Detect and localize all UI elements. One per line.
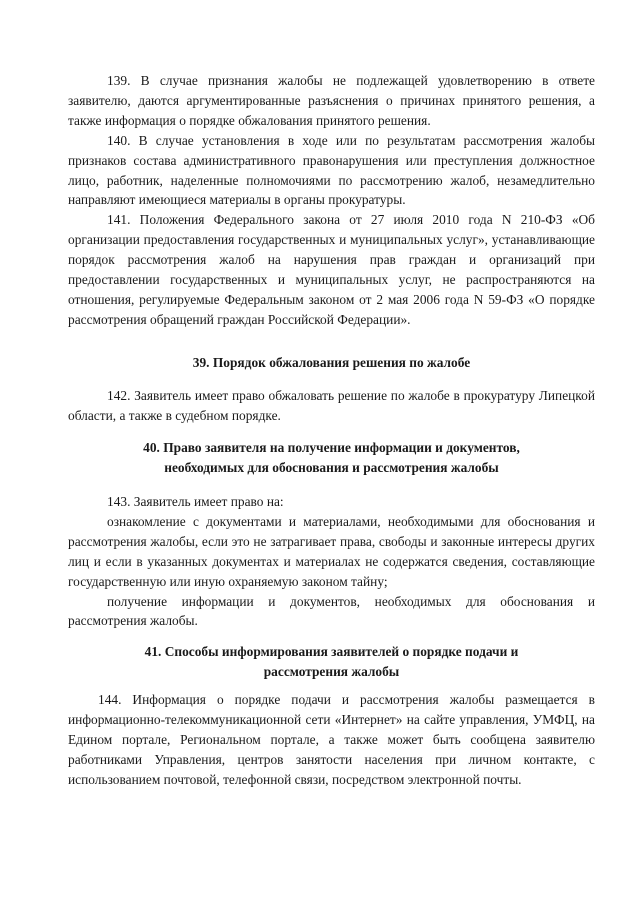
section-41-heading-line-1: 41. Способы информирования заявителей о порядке подачи и [144, 644, 519, 659]
list-item-familiarization: ознакомление с документами и материалами, необходимыми для обоснования и рассмотрения жалобы, если это не затрагивает права, свободы и законные интересы других лиц и если в указанных документах и материалах не содержатся сведения, составляющие государственную или иную охраняемую законом тайну; [68, 513, 595, 589]
section-40-heading [68, 438, 595, 478]
paragraph-139: 139. В случае признания жалобы не подлежащей удовлетворению в ответе заявителю, даются аргументированные разъяснения о причинах принятого решения, а также информация о порядке обжалования принятого решения. [68, 73, 595, 128]
paragraph-141: 141. Положения Федерального закона от 27 июля 2010 года N 210-ФЗ «Об организации предоставления государственных и муниципальных услуг», устанавливающие порядок рассмотрения жалоб на нарушения прав граждан и организаций при предоставлении государственных и муниципальных услуг, не распространяются на отношения, регулируемые Федеральным законом от 2 мая 2006 года N 59-ФЗ «О порядке рассмотрения обращений граждан Российской Федерации». [68, 212, 595, 327]
section-39-body [68, 386, 595, 426]
paragraph-144: 144. Информация о порядке подачи и рассмотрения жалобы размещается в информационно-телекоммуникационной сети «Интернет» на сайте управления, УМФЦ, на Едином портале, Региональном портале, а также может быть сообщена заявителю работниками Управления, центров занятости населения при личном контакте, с использованием почтовой, телефонной связи, посредством электронной почты. [68, 692, 595, 787]
paragraph-142: 142. Заявитель имеет право обжаловать решение по жалобе в прокуратуру Липецкой области, а также в судебном порядке. [68, 388, 595, 423]
paragraph-143: 143. Заявитель имеет право на: [107, 494, 284, 509]
paragraph-140: 140. В случае установления в ходе или по результатам рассмотрения жалобы признаков состава административного правонарушения или преступления должностное лицо, работник, наделенные полномочиями по рассмотрению жалоб, незамедлительно направляют имеющиеся материалы в органы прокуратуры. [68, 132, 595, 208]
section-40-heading-line-2: необходимых для обоснования и рассмотрения жалобы [164, 459, 499, 475]
paragraphs-139-141 [68, 71, 595, 330]
section-40-body [68, 492, 595, 631]
list-item-obtaining-information: получение информации и документов, необходимых для обоснования и рассмотрения жалобы. [68, 593, 595, 629]
section-39-heading: 39. Порядок обжалования решения по жалобе [192, 355, 471, 370]
section-40-heading-line-1: 40. Право заявителя на получение информации и документов, [143, 440, 520, 455]
section-41-heading [68, 642, 595, 682]
section-41-heading-line-2: рассмотрения жалобы [263, 663, 400, 679]
section-41-body [68, 690, 595, 790]
